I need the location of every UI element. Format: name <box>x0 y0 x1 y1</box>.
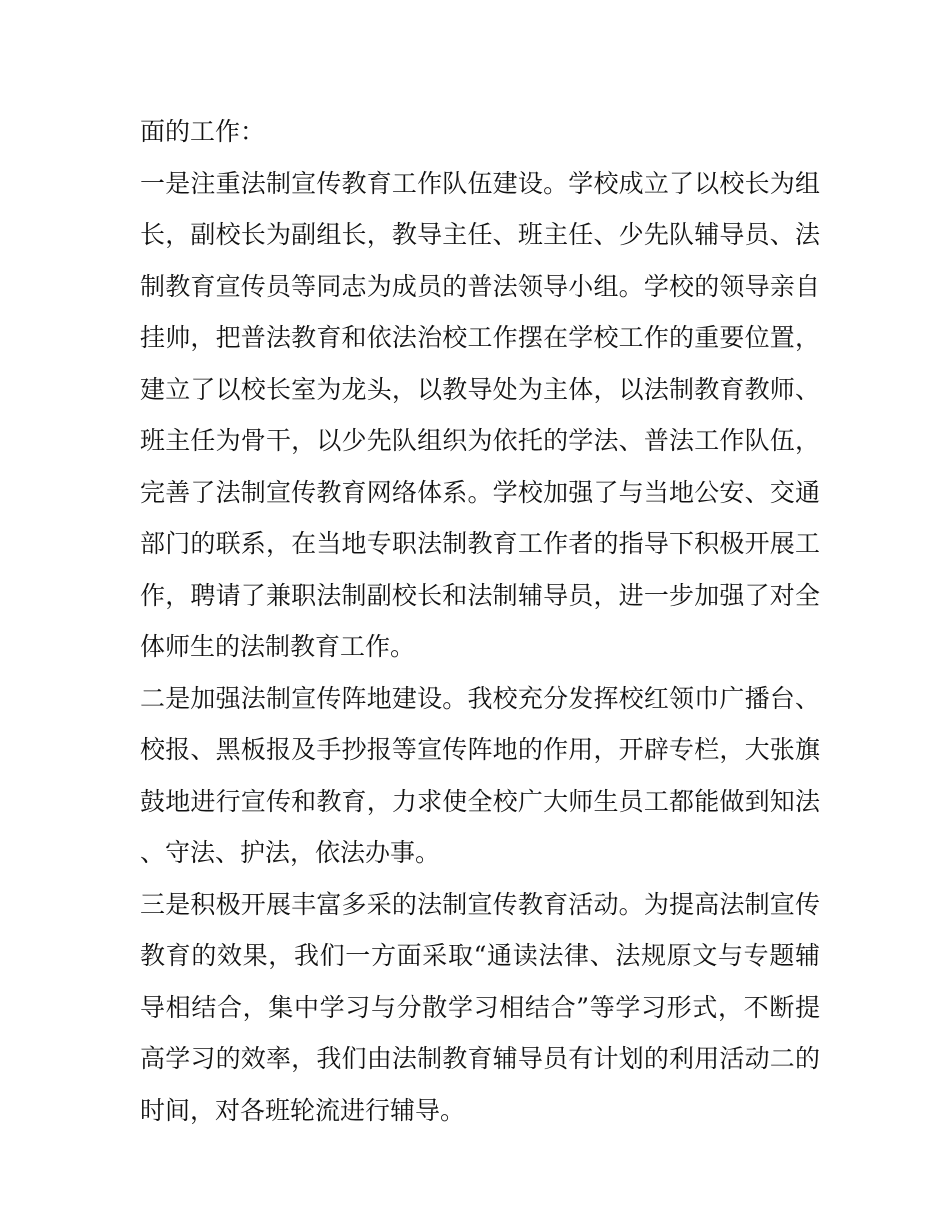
paragraph-team-building: 一是注重法制宣传教育工作队伍建设。学校成立了以校长为组长，副校长为副组长，教导主任、班主任、少先队辅导员、法制教育宣传员等同志为成员的普法领导小组。学校的领导亲自挂帅，把普法教育和依法治校工作摆在学校工作的重要位置，建立了以校长室为龙头，以教导处为主体，以法制教育教师、班主任为骨干，以少先队组织为依托的学法、普法工作队伍，完善了法制宣传教育网络体系。学校加强了与当地公安、交通部门的联系，在当地专职法制教育工作者的指导下积极开展工作，聘请了兼职法制副校长和法制辅导员，进一步加强了对全体师生的法制教育工作。 <box>140 168 820 661</box>
paragraph-intro: 面的工作： <box>140 117 266 146</box>
paragraph-publicity-base: 二是加强法制宣传阵地建设。我校充分发挥校红领巾广播台、校报、黑板报及手抄报等宣传阵地的作用，开辟专栏，大张旗鼓地进行宣传和教育，力求使全校广大师生员工都能做到知法、守法、护法，依法办事。 <box>140 683 820 867</box>
paragraph-activities: 三是积极开展丰富多采的法制宣传教育活动。为提高法制宣传教育的效果，我们一方面采取“通读法律、法规原文与专题辅导相结合，集中学习与分散学习相结合”等学习形式，不断提高学习的效率，我们由法制教育辅导员有计划的利用活动二的时间，对各班轮流进行辅导。 <box>140 889 820 1125</box>
document-body <box>140 106 820 1136</box>
